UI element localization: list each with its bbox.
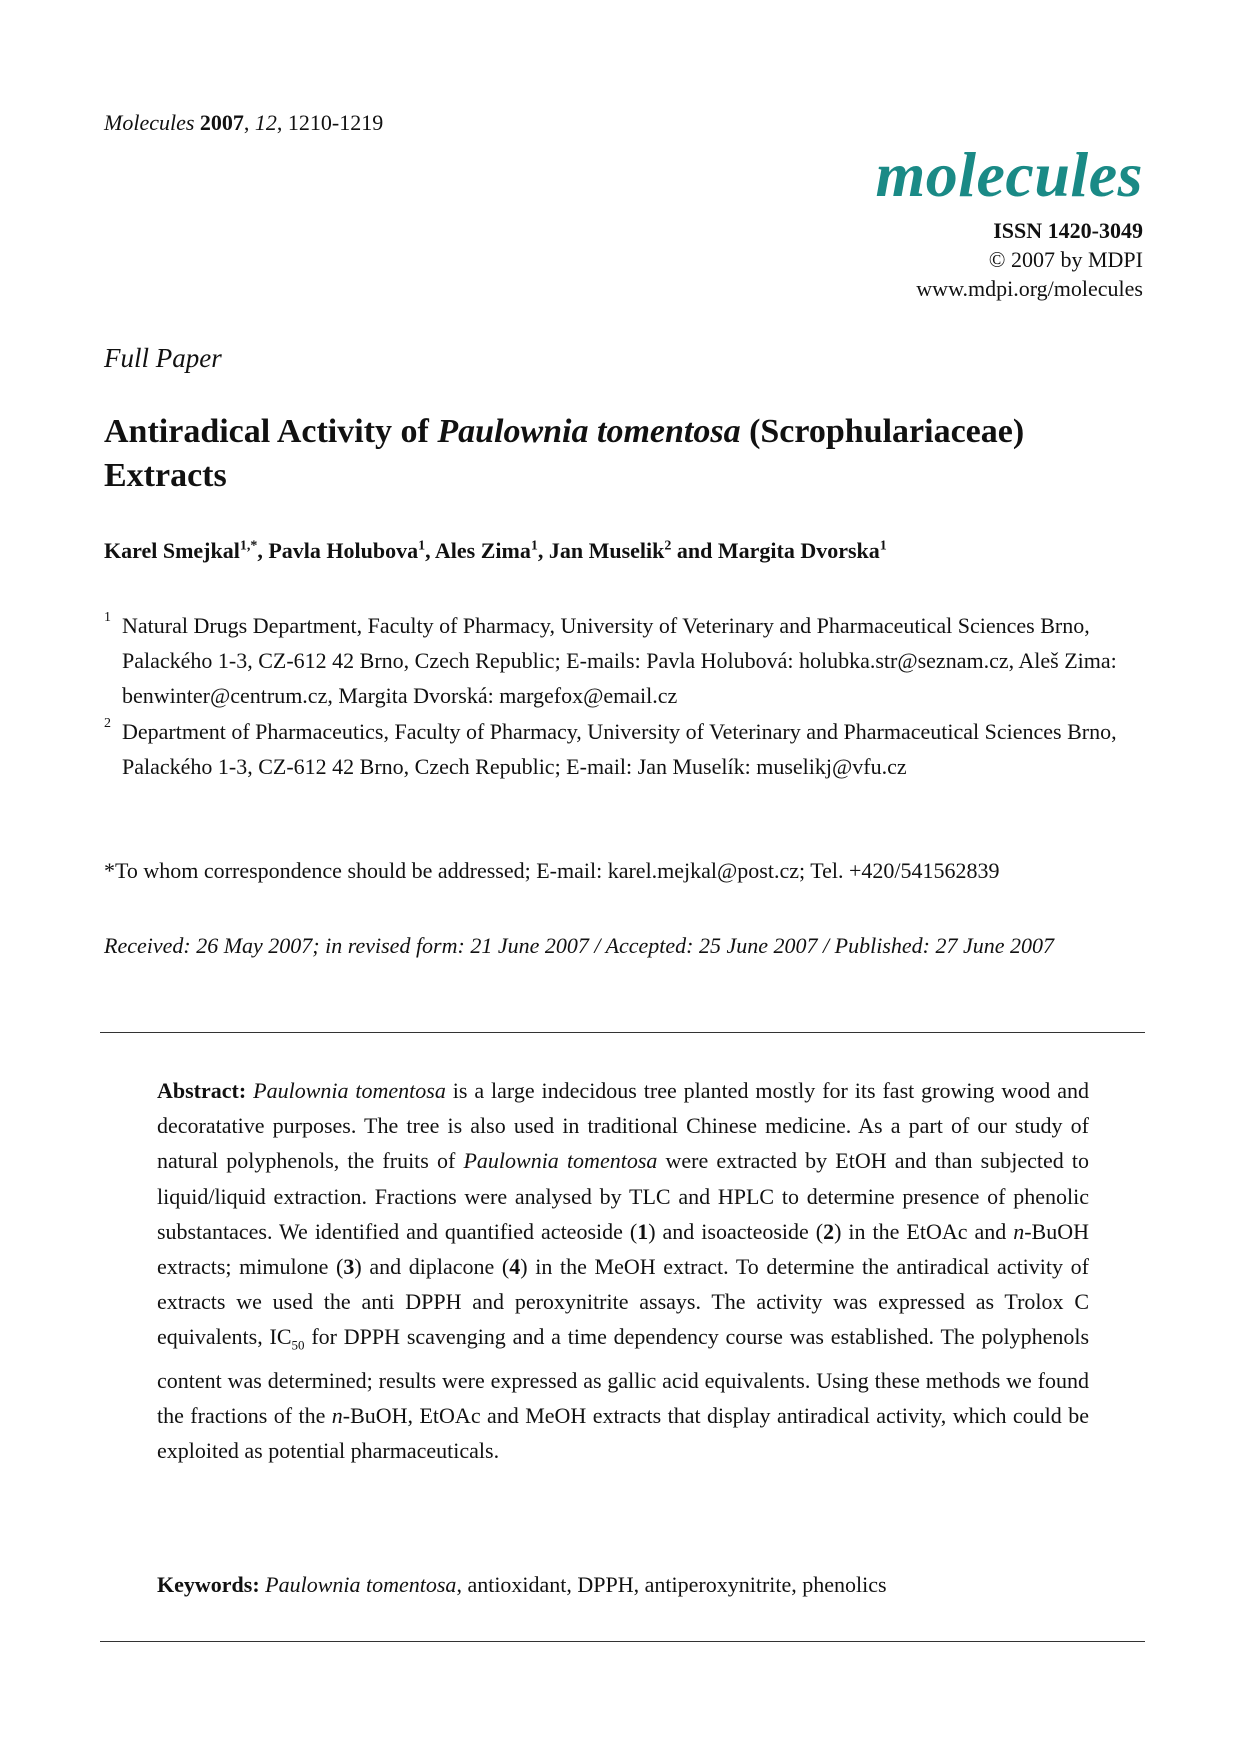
affiliation-text: Department of Pharmaceutics, Faculty of Pharmacy, University of Veterinary and Pharmaceutical Sciences Brno, Palackého 1-3, CZ-612 42 Brno, Czech Republic; E-mail: Jan Muselík: muselikj@vfu.cz [122, 719, 1117, 779]
correspondence: *To whom correspondence should be addressed; E-mail: karel.mejkal@post.cz; Tel. +420/541562839 [104, 858, 1000, 883]
affiliation-2 [104, 714, 1134, 784]
affiliation-number: 1 [104, 610, 111, 625]
author-name: Jan Muselik [548, 538, 665, 563]
affiliation-1 [104, 608, 1134, 713]
journal-volume: 12 [254, 110, 277, 135]
journal-logo: molecules [875, 139, 1143, 210]
publication-dates: Received: 26 May 2007; in revised form: 21 June 2007 / Accepted: 25 June 2007 / Published: 27 June 2007 [104, 933, 1054, 958]
keywords-label: Keywords: [157, 1572, 260, 1597]
abstract-label: Abstract: [157, 1078, 247, 1103]
author-name: Pavla Holubova [268, 538, 419, 563]
issn: ISSN 1420-3049 [993, 218, 1143, 243]
journal-pages: , 1210-1219 [276, 110, 384, 135]
author-sup: 2 [664, 538, 672, 554]
title-part1: Antiradical Activity of [104, 413, 438, 450]
journal-citation: Molecules 2007, 12, 1210-1219 [104, 110, 384, 135]
keywords: Keywords: Paulownia tomentosa, antioxidant, DPPH, antiperoxynitrite, phenolics [157, 1572, 887, 1597]
affiliation-text: Natural Drugs Department, Faculty of Pharmacy, University of Veterinary and Pharmaceutical Sciences Brno, Palackého 1-3, CZ-612 42 Brno, Czech Republic; E-mails: Pavla Holubová: holubka.str@seznam.cz, Aleš Zima: benwinter@centrum.cz, Margita Dvorská: margefox@email.cz [122, 613, 1117, 708]
author-name: Ales Zima [434, 538, 531, 563]
paper-type: Full Paper [104, 343, 222, 373]
abstract: Abstract: Paulownia tomentosa is a large indecidous tree planted mostly for its fast growing wood and decoratative purposes. The tree is also used in traditional Chinese medicine. As a part of our study of natural polyphenols, the fruits of Paulownia tomentosa were extracted by EtOH and than subjected to liquid/liquid extraction. Fractions were analysed by TLC and HPLC to determine presence of phenolic substantaces. We identified and quantified acteoside (1) and isoacteoside (2) in the EtOAc and n-BuOH extracts; mimulone (3) and diplacone (4) in the MeOH extract. To determine the antiradical activity of extracts we used the anti DPPH and peroxynitrite assays. The activity was expressed as Trolox C equivalents, $IC_{50}$ for DPPH scavenging and a time dependency course was established. The polyphenols content was determined; results were expressed as gallic acid equivalents. Using these methods we found the fractions of the n-BuOH, EtOAc and MeOH extracts that display antiradical activity, which could be exploited as potential pharmaceuticals. [157, 1078, 1090, 1464]
divider-bottom [100, 1641, 1145, 1642]
author-list: Karel Smejkal$^{1,*}$, Pavla Holubova$^1$, Ales Zima$^1$, Jan Muselik$^2$ and Margita Dvorska$^1$ [104, 538, 887, 563]
journal-year: 2007 [199, 110, 244, 135]
title-italic: Paulownia tomentosa [437, 413, 741, 450]
author-sup: 1 [418, 538, 426, 554]
divider-top [100, 1032, 1145, 1033]
author-sup: 1,* [239, 538, 258, 554]
author-name: Karel Smejkal [104, 538, 240, 563]
author-name: Margita Dvorska [717, 538, 880, 563]
journal-url[interactable]: www.mdpi.org/molecules [916, 276, 1143, 301]
journal-name: Molecules [104, 110, 195, 135]
author-sup: 1 [530, 538, 538, 554]
paper-title [104, 410, 1144, 498]
affiliation-number: 2 [104, 716, 111, 731]
author-sup: 1 [879, 538, 887, 554]
title-part2: (Scrophulariaceae) Extracts [104, 413, 1025, 494]
copyright: © 2007 by MDPI [988, 247, 1143, 272]
